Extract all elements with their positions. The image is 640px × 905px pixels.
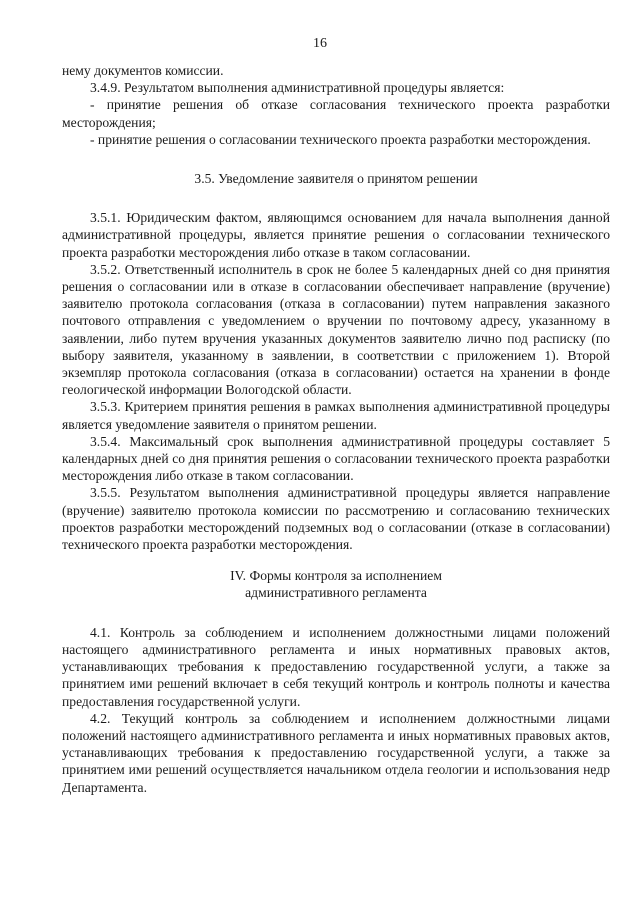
paragraph-3-5-2: 3.5.2. Ответственный исполнитель в срок не более 5 календарных дней со дня принятия решения о согласовании или в отказе в согласовании обеспечивает направление (вручение) заявителю протокола согласования (отказа в согласовании) путем направления заказного почтового отправления с уведомлением о вручении по почтовому адресу, указанному в заявлении, либо путем вручения указанных документов заявителю лично под расписку (по выбору заявителя, указанному в заявлении, в соответствии с приложением 1). Второй экземпляр протокола согласования (отказа в согласовании) остается на хранении в фонде геологической информации Вологодской области. <box>62 261 610 398</box>
list-item-approval: - принятие решения о согласовании технического проекта разработки месторождения. <box>90 131 591 147</box>
section-iv-title <box>62 567 610 601</box>
paragraph-4-1: 4.1. Контроль за соблюдением и исполнением должностными лицами положений настоящего административного регламента и иных нормативных правовых актов, устанавливающих требования к предоставлению государственной услуги, а также за принятием ими решений включает в себя текущий контроль и контроль полноты и качества предоставления государственной услуги. <box>62 624 610 709</box>
section-3-5-title: 3.5. Уведомление заявителя о принятом решении <box>194 171 478 187</box>
paragraph-3-5-5: 3.5.5. Результатом выполнения административной процедуры является направление (вручение) заявителю протокола комиссии по рассмотрению и согласованию технических проектов разработки месторождений подземных вод о согласовании (отказе в согласовании) технического проекта разработки месторождения. <box>62 485 610 553</box>
list-item-refusal: - принятие решения об отказе согласования технического проекта разработки месторождения; <box>62 97 610 130</box>
paragraph-4-2: 4.2. Текущий контроль за соблюдением и исполнением должностными лицами положений настоящего административного регламента и иных нормативных правовых актов, устанавливающих требования к предоставлению государственной услуги, а также за принятием ими решений осуществляется начальником отдела геологии и использования недр Департамента. <box>62 710 610 795</box>
paragraph-3-4-9: 3.4.9. Результатом выполнения административной процедуры является: <box>90 80 505 96</box>
paragraph-3-5-4: 3.5.4. Максимальный срок выполнения административной процедуры составляет 5 календарных дней со дня принятия решения о согласовании технического проекта разработки месторождения либо отказе в таком согласовании. <box>62 433 610 484</box>
section-iv-title-line-2: административного регламента <box>245 585 427 601</box>
page-content <box>62 62 610 796</box>
section-iv-title-line-1: IV. Формы контроля за исполнением <box>230 568 442 584</box>
paragraph-3-5-3: 3.5.3. Критерием принятия решения в рамках выполнения административной процедуры является уведомление заявителя о принятом решении. <box>62 399 610 432</box>
paragraph-continuation: нему документов комиссии. <box>62 63 224 78</box>
page-number: 16 <box>313 36 327 51</box>
paragraph-3-5-1: 3.5.1. Юридическим фактом, являющимся основанием для начала выполнения данной административной процедуры, является принятие решения о согласовании технического проекта разработки месторождения либо отказе в таком согласовании. <box>62 210 610 260</box>
